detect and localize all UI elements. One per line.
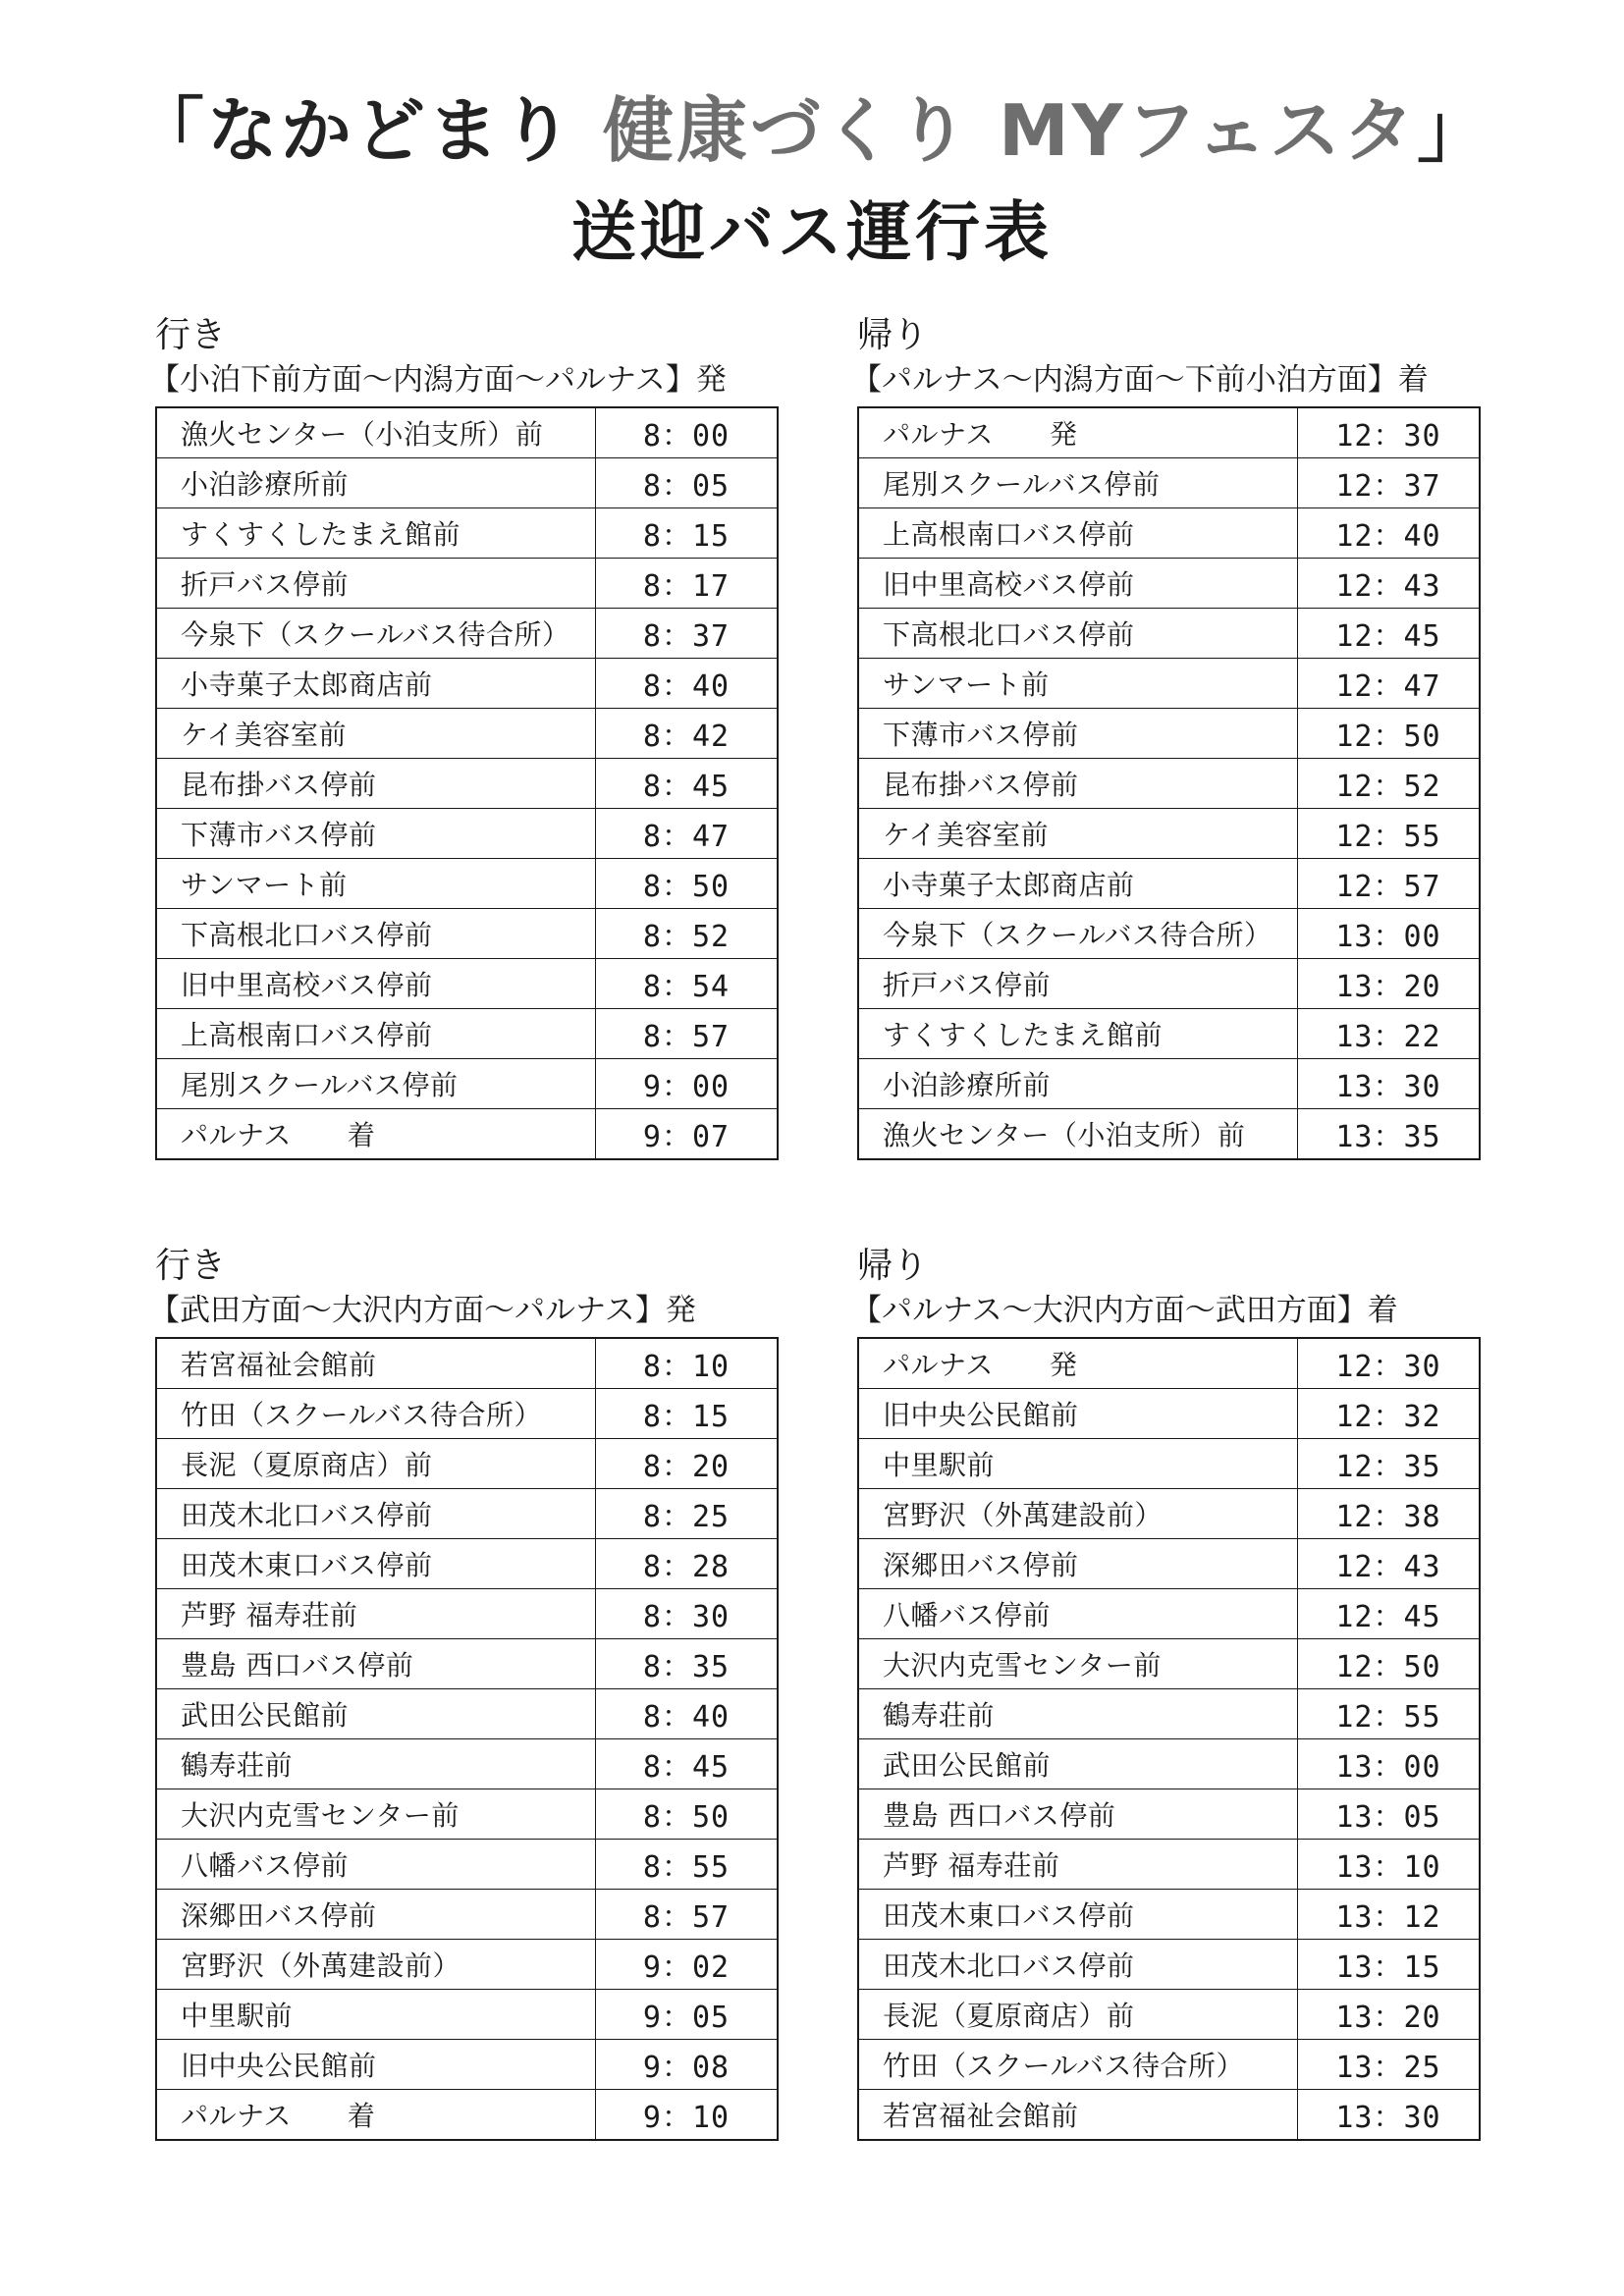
page-subtitle: 送迎バス運行表 xyxy=(571,194,1053,270)
section-route: 【武田方面〜大沢内方面〜パルナス】発 xyxy=(149,1293,696,1328)
stop-name-cell: 田茂木北口バス停前 xyxy=(156,1489,596,1539)
time-cell: 12：55 xyxy=(1298,809,1481,859)
time-cell: 8：42 xyxy=(596,709,779,759)
table-row xyxy=(156,759,778,809)
stop-name-cell: 昆布掛バス停前 xyxy=(156,759,596,809)
time-cell: 13：15 xyxy=(1298,1940,1481,1990)
time-cell: 13：05 xyxy=(1298,1789,1481,1840)
time-cell: 8：28 xyxy=(596,1539,779,1589)
time-cell: 8：35 xyxy=(596,1639,779,1689)
time-cell: 13：35 xyxy=(1298,1109,1481,1160)
table-row xyxy=(156,1109,778,1160)
stop-name-cell: 旧中央公民館前 xyxy=(156,2040,596,2090)
table-row xyxy=(858,1739,1480,1789)
table-row xyxy=(858,1840,1480,1890)
table-row xyxy=(156,2090,778,2141)
stop-name-cell: パルナス 発 xyxy=(858,407,1298,458)
section-heading: 行き xyxy=(155,315,227,355)
time-cell: 8：30 xyxy=(596,1589,779,1639)
time-cell: 8：54 xyxy=(596,959,779,1009)
stop-name-cell: 小寺菓子太郎商店前 xyxy=(858,859,1298,909)
table-row xyxy=(858,1338,1480,1389)
table-row xyxy=(858,508,1480,559)
time-cell: 13：22 xyxy=(1298,1009,1481,1059)
stop-name-cell: 下薄市バス停前 xyxy=(858,709,1298,759)
stop-name-cell: すくすくしたまえ館前 xyxy=(156,508,596,559)
stop-name-cell: 八幡バス停前 xyxy=(156,1840,596,1890)
time-cell: 12：37 xyxy=(1298,458,1481,508)
section-heading: 行き xyxy=(155,1246,227,1286)
table-row xyxy=(858,1109,1480,1160)
table-row xyxy=(156,1439,778,1489)
stop-name-cell: 武田公民館前 xyxy=(858,1739,1298,1789)
time-cell: 8：45 xyxy=(596,1739,779,1789)
time-cell: 8：57 xyxy=(596,1009,779,1059)
stop-name-cell: 田茂木東口バス停前 xyxy=(156,1539,596,1589)
section-heading: 帰り xyxy=(857,315,929,355)
section-outbound-kodomari xyxy=(149,312,779,1160)
table-row xyxy=(156,1009,778,1059)
time-cell: 13：00 xyxy=(1298,909,1481,959)
stop-name-cell: 宮野沢（外萬建設前） xyxy=(858,1489,1298,1539)
stop-name-cell: 長泥（夏原商店）前 xyxy=(858,1990,1298,2040)
stop-name-cell: 芦野 福寿荘前 xyxy=(858,1840,1298,1890)
stop-name-cell: 小泊診療所前 xyxy=(156,458,596,508)
time-cell: 12：32 xyxy=(1298,1389,1481,1439)
time-cell: 9：02 xyxy=(596,1940,779,1990)
stop-name-cell: 折戸バス停前 xyxy=(156,559,596,609)
time-cell: 13：30 xyxy=(1298,2090,1481,2141)
table-row xyxy=(156,1639,778,1689)
time-cell: 13：20 xyxy=(1298,959,1481,1009)
time-cell: 8：40 xyxy=(596,1689,779,1739)
section-route: 【小泊下前方面〜内潟方面〜パルナス】発 xyxy=(149,362,727,398)
table-row xyxy=(156,1789,778,1840)
stop-name-cell: 宮野沢（外萬建設前） xyxy=(156,1940,596,1990)
table-row xyxy=(858,407,1480,458)
table-row xyxy=(858,909,1480,959)
time-cell: 12：50 xyxy=(1298,709,1481,759)
stop-name-cell: 若宮福祉会館前 xyxy=(858,2090,1298,2141)
stop-name-cell: 尾別スクールバス停前 xyxy=(156,1059,596,1109)
stop-name-cell: 尾別スクールバス停前 xyxy=(858,458,1298,508)
timetable xyxy=(155,1337,779,2141)
title-part-nakadomari: なかどまり xyxy=(206,89,603,172)
stop-name-cell: 竹田（スクールバス待合所） xyxy=(156,1389,596,1439)
table-row xyxy=(156,458,778,508)
time-cell: 8：25 xyxy=(596,1489,779,1539)
table-row xyxy=(156,2040,778,2090)
section-route: 【パルナス〜大沢内方面〜武田方面】着 xyxy=(851,1293,1398,1328)
section-route: 【パルナス〜内潟方面〜下前小泊方面】着 xyxy=(851,362,1429,398)
table-row xyxy=(156,609,778,659)
time-cell: 9：05 xyxy=(596,1990,779,2040)
section-return-kodomari xyxy=(851,312,1481,1160)
table-row xyxy=(858,959,1480,1009)
time-cell: 12：30 xyxy=(1298,407,1481,458)
section-outbound-takeda xyxy=(149,1243,779,2141)
stop-name-cell: 漁火センター（小泊支所）前 xyxy=(858,1109,1298,1160)
time-cell: 12：52 xyxy=(1298,759,1481,809)
timetable xyxy=(155,406,779,1160)
stop-name-cell: 旧中央公民館前 xyxy=(858,1389,1298,1439)
title-part-my-festa: MYフェスタ xyxy=(998,89,1418,172)
timetable xyxy=(857,1337,1481,2141)
stop-name-cell: ケイ美容室前 xyxy=(858,809,1298,859)
time-cell: 12：45 xyxy=(1298,609,1481,659)
stop-name-cell: ケイ美容室前 xyxy=(156,709,596,759)
section-heading: 帰り xyxy=(857,1246,929,1286)
stop-name-cell: 上高根南口バス停前 xyxy=(858,508,1298,559)
stop-name-cell: 下薄市バス停前 xyxy=(156,809,596,859)
stop-name-cell: 田茂木東口バス停前 xyxy=(858,1890,1298,1940)
stop-name-cell: 竹田（スクールバス待合所） xyxy=(858,2040,1298,2090)
table-row xyxy=(858,1990,1480,2040)
stop-name-cell: 漁火センター（小泊支所）前 xyxy=(156,407,596,458)
stop-name-cell: サンマート前 xyxy=(858,659,1298,709)
stop-name-cell: パルナス 発 xyxy=(858,1338,1298,1389)
table-row xyxy=(858,1639,1480,1689)
time-cell: 8：05 xyxy=(596,458,779,508)
stop-name-cell: 鶴寿荘前 xyxy=(858,1689,1298,1739)
table-row xyxy=(156,1338,778,1389)
time-cell: 12：35 xyxy=(1298,1439,1481,1489)
stop-name-cell: サンマート前 xyxy=(156,859,596,909)
stop-name-cell: 今泉下（スクールバス待合所） xyxy=(156,609,596,659)
table-row xyxy=(858,809,1480,859)
time-cell: 9：08 xyxy=(596,2040,779,2090)
time-cell: 12：47 xyxy=(1298,659,1481,709)
time-cell: 8：15 xyxy=(596,1389,779,1439)
stop-name-cell: 下高根北口バス停前 xyxy=(858,609,1298,659)
table-row xyxy=(156,1990,778,2040)
table-row xyxy=(156,407,778,458)
stop-name-cell: 若宮福祉会館前 xyxy=(156,1338,596,1389)
time-cell: 8：50 xyxy=(596,1789,779,1840)
time-cell: 9：00 xyxy=(596,1059,779,1109)
table-row xyxy=(858,1940,1480,1990)
table-row xyxy=(858,1689,1480,1739)
stop-name-cell: 旧中里高校バス停前 xyxy=(858,559,1298,609)
stop-name-cell: 深郷田バス停前 xyxy=(858,1539,1298,1589)
table-row xyxy=(156,1589,778,1639)
table-row xyxy=(858,458,1480,508)
stop-name-cell: 小寺菓子太郎商店前 xyxy=(156,659,596,709)
stop-name-cell: 旧中里高校バス停前 xyxy=(156,959,596,1009)
table-row xyxy=(858,1059,1480,1109)
time-cell: 12：50 xyxy=(1298,1639,1481,1689)
time-cell: 12：57 xyxy=(1298,859,1481,909)
table-row xyxy=(858,1890,1480,1940)
time-cell: 13：12 xyxy=(1298,1890,1481,1940)
time-cell: 8：55 xyxy=(596,1840,779,1890)
time-cell: 8：47 xyxy=(596,809,779,859)
stop-name-cell: 八幡バス停前 xyxy=(858,1589,1298,1639)
time-cell: 12：43 xyxy=(1298,1539,1481,1589)
time-cell: 8：57 xyxy=(596,1890,779,1940)
time-cell: 8：20 xyxy=(596,1439,779,1489)
time-cell: 12：40 xyxy=(1298,508,1481,559)
table-row xyxy=(858,1009,1480,1059)
time-cell: 12：43 xyxy=(1298,559,1481,609)
time-cell: 13：25 xyxy=(1298,2040,1481,2090)
table-row xyxy=(858,2040,1480,2090)
time-cell: 12：55 xyxy=(1298,1689,1481,1739)
time-cell: 13：00 xyxy=(1298,1739,1481,1789)
table-row xyxy=(156,508,778,559)
time-cell: 8：00 xyxy=(596,407,779,458)
time-cell: 8：37 xyxy=(596,609,779,659)
stop-name-cell: 今泉下（スクールバス待合所） xyxy=(858,909,1298,959)
stop-name-cell: パルナス 着 xyxy=(156,2090,596,2141)
stop-name-cell: パルナス 着 xyxy=(156,1109,596,1160)
time-cell: 8：40 xyxy=(596,659,779,709)
title-part-kenkouzukuri: 健康づくり xyxy=(602,89,999,172)
table-row xyxy=(858,859,1480,909)
table-row xyxy=(156,909,778,959)
stop-name-cell: 折戸バス停前 xyxy=(858,959,1298,1009)
time-cell: 12：38 xyxy=(1298,1489,1481,1539)
time-cell: 8：10 xyxy=(596,1338,779,1389)
table-row xyxy=(156,1059,778,1109)
table-row xyxy=(858,1539,1480,1589)
stop-name-cell: 中里駅前 xyxy=(858,1439,1298,1489)
stop-name-cell: 長泥（夏原商店）前 xyxy=(156,1439,596,1489)
time-cell: 8：50 xyxy=(596,859,779,909)
stop-name-cell: 田茂木北口バス停前 xyxy=(858,1940,1298,1990)
table-row xyxy=(858,759,1480,809)
stop-name-cell: 豊島 西口バス停前 xyxy=(858,1789,1298,1840)
table-row xyxy=(858,1489,1480,1539)
table-row xyxy=(858,1789,1480,1840)
table-row xyxy=(858,1389,1480,1439)
table-row xyxy=(156,809,778,859)
table-row xyxy=(156,859,778,909)
time-cell: 12：30 xyxy=(1298,1338,1481,1389)
stop-name-cell: 大沢内克雪センター前 xyxy=(858,1639,1298,1689)
table-row xyxy=(156,1940,778,1990)
table-row xyxy=(156,959,778,1009)
stop-name-cell: 小泊診療所前 xyxy=(858,1059,1298,1109)
time-cell: 8：17 xyxy=(596,559,779,609)
table-row xyxy=(858,709,1480,759)
time-cell: 12：45 xyxy=(1298,1589,1481,1639)
time-cell: 8：15 xyxy=(596,508,779,559)
table-row xyxy=(156,659,778,709)
stop-name-cell: 下高根北口バス停前 xyxy=(156,909,596,959)
table-row xyxy=(156,1689,778,1739)
time-cell: 8：52 xyxy=(596,909,779,959)
title-open-bracket: 「 xyxy=(133,89,207,172)
table-row xyxy=(156,1890,778,1940)
table-row xyxy=(858,1589,1480,1639)
table-row xyxy=(156,1539,778,1589)
table-row xyxy=(858,559,1480,609)
table-row xyxy=(156,709,778,759)
table-row xyxy=(156,1840,778,1890)
stop-name-cell: 大沢内克雪センター前 xyxy=(156,1789,596,1840)
time-cell: 9：07 xyxy=(596,1109,779,1160)
stop-name-cell: 芦野 福寿荘前 xyxy=(156,1589,596,1639)
stop-name-cell: 豊島 西口バス停前 xyxy=(156,1639,596,1689)
table-row xyxy=(858,609,1480,659)
time-cell: 13：20 xyxy=(1298,1990,1481,2040)
page-title xyxy=(0,86,1624,175)
table-row xyxy=(156,1489,778,1539)
time-cell: 13：30 xyxy=(1298,1059,1481,1109)
stop-name-cell: 中里駅前 xyxy=(156,1990,596,2040)
stop-name-cell: 武田公民館前 xyxy=(156,1689,596,1739)
stop-name-cell: すくすくしたまえ館前 xyxy=(858,1009,1298,1059)
section-return-takeda xyxy=(851,1243,1481,2141)
time-cell: 9：10 xyxy=(596,2090,779,2141)
time-cell: 13：10 xyxy=(1298,1840,1481,1890)
table-row xyxy=(156,1739,778,1789)
timetable xyxy=(857,406,1481,1160)
stop-name-cell: 上高根南口バス停前 xyxy=(156,1009,596,1059)
stop-name-cell: 昆布掛バス停前 xyxy=(858,759,1298,809)
table-row xyxy=(858,2090,1480,2141)
table-row xyxy=(156,1389,778,1439)
time-cell: 8：45 xyxy=(596,759,779,809)
stop-name-cell: 鶴寿荘前 xyxy=(156,1739,596,1789)
table-row xyxy=(156,559,778,609)
table-row xyxy=(858,1439,1480,1489)
stop-name-cell: 深郷田バス停前 xyxy=(156,1890,596,1940)
table-row xyxy=(858,659,1480,709)
title-close-bracket: 」 xyxy=(1417,89,1491,172)
